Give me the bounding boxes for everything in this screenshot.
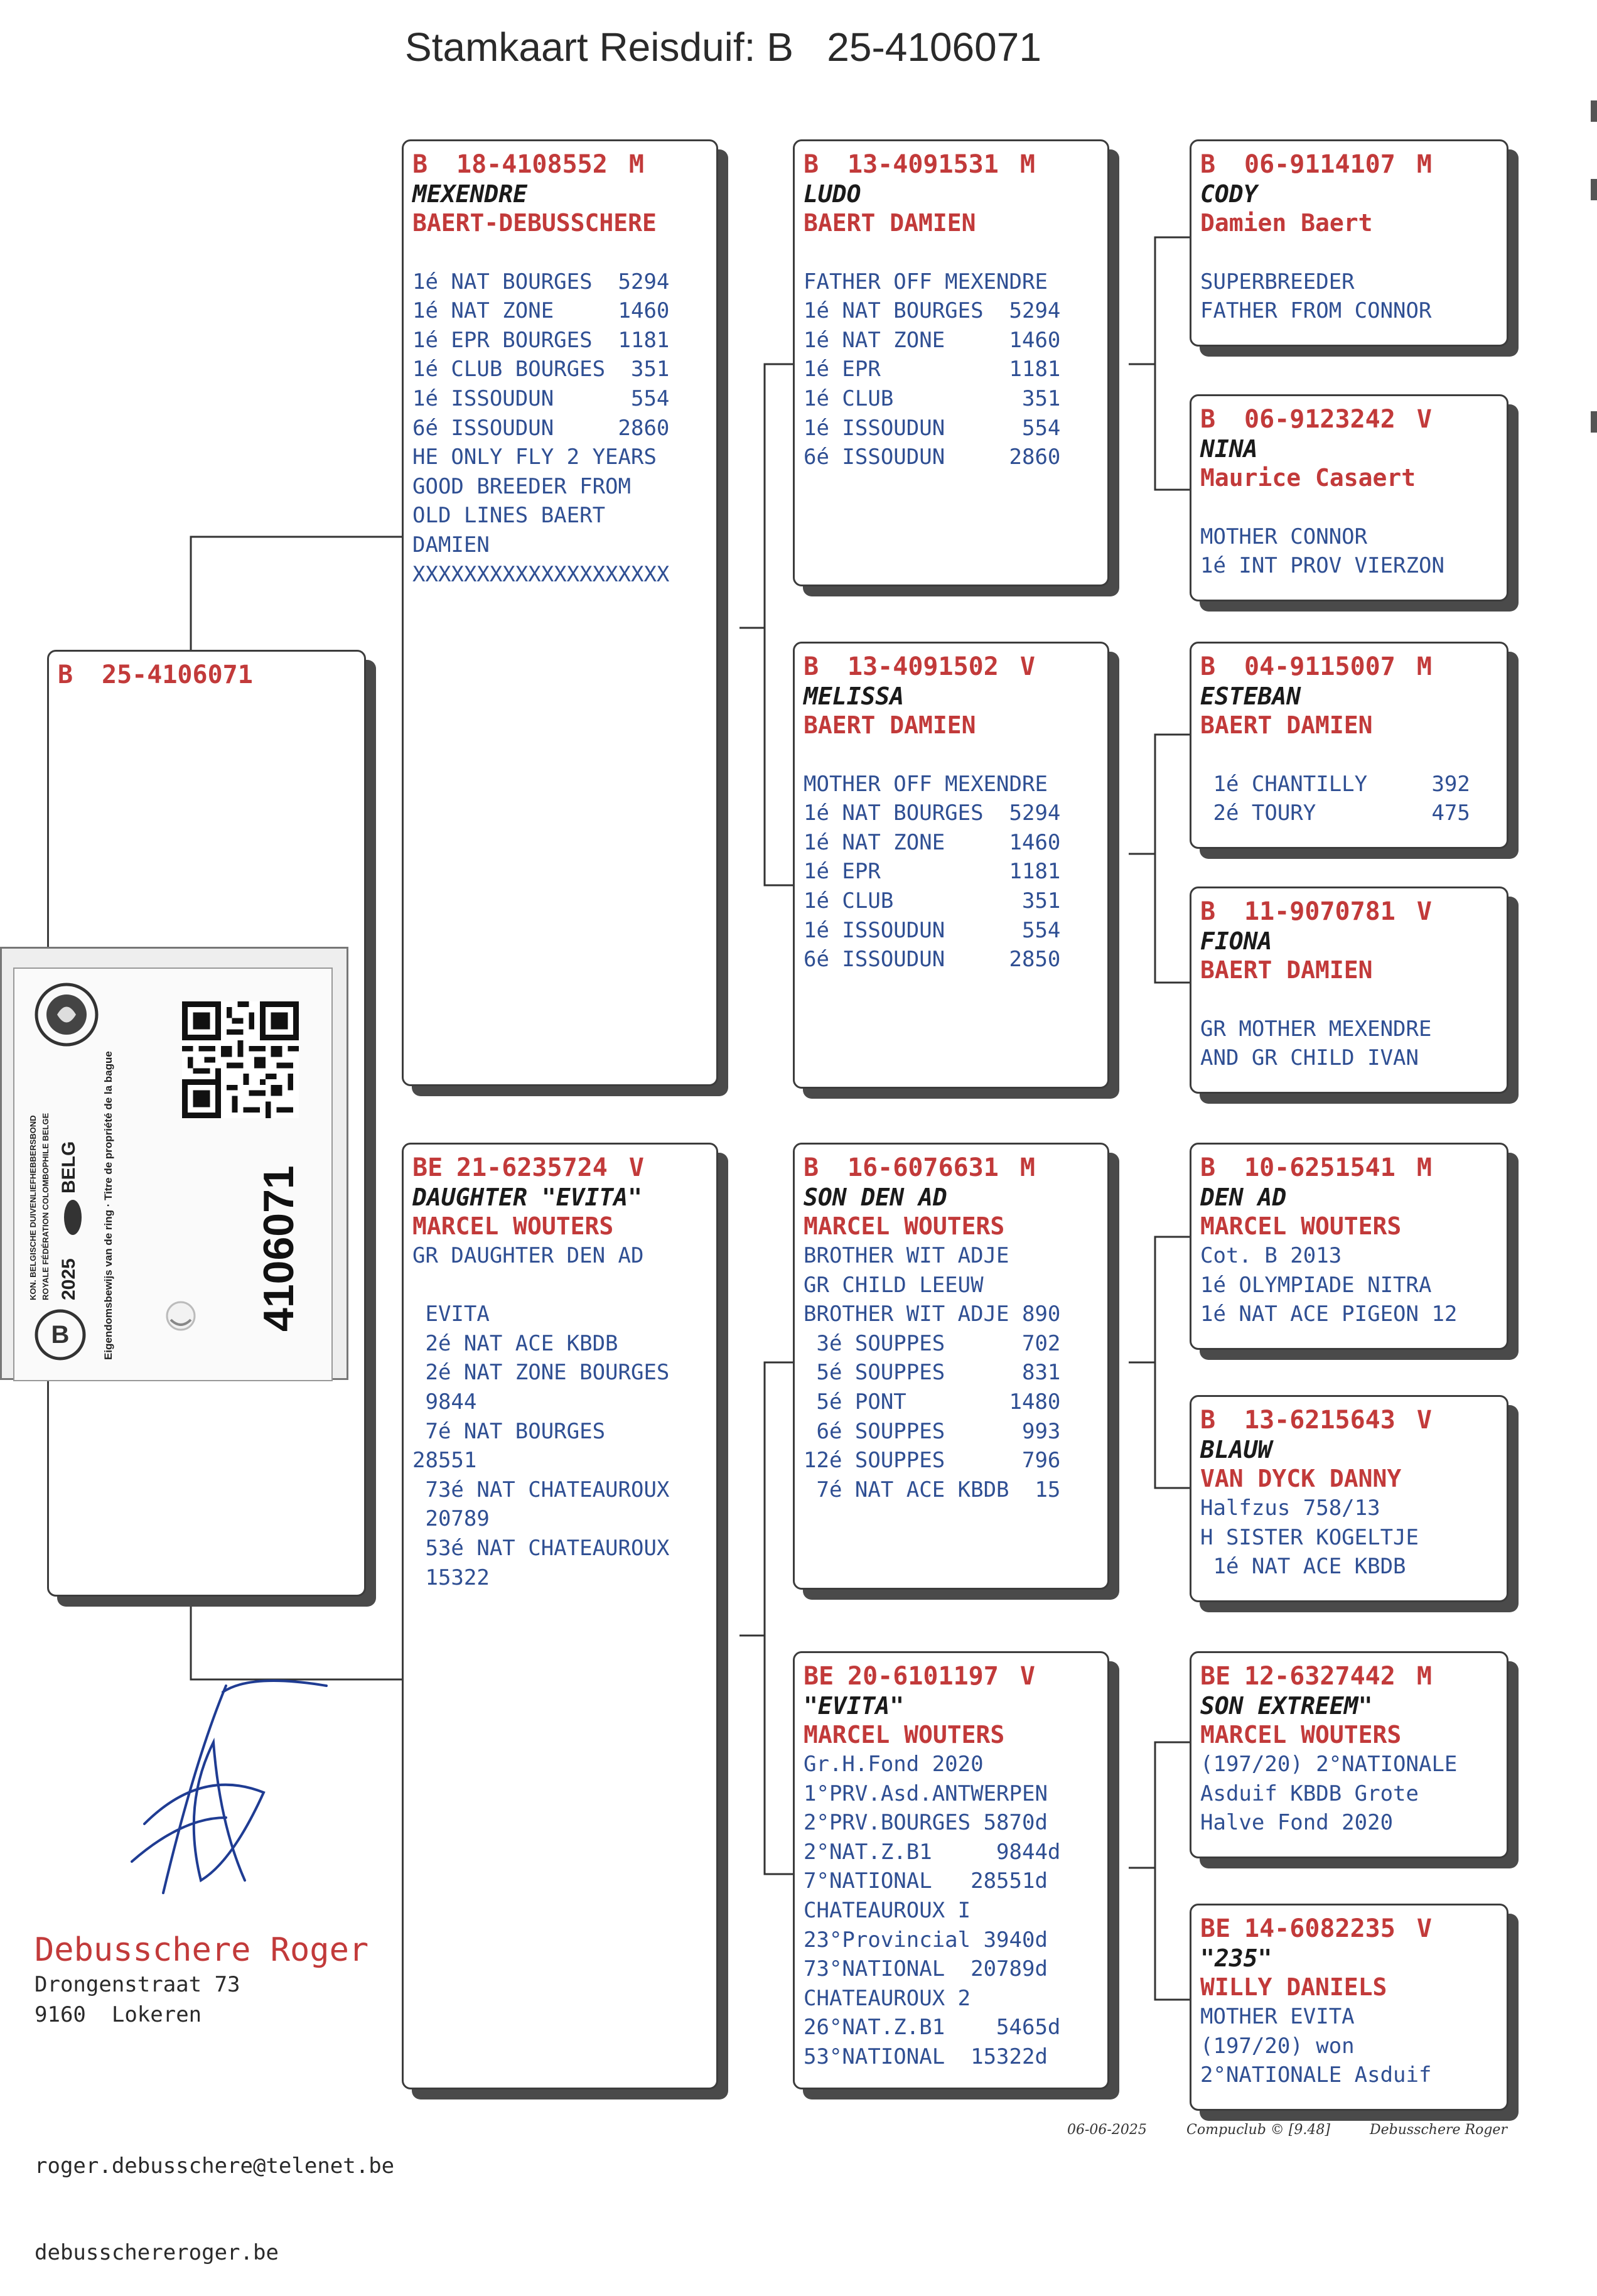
pedigree-card-gen3 bbox=[1190, 1651, 1508, 1858]
pedigree-card-gen3 bbox=[1190, 887, 1508, 1094]
card-ring-number: 06-9114107 bbox=[1244, 150, 1395, 179]
card-owner: MARCEL WOUTERS bbox=[412, 1212, 614, 1240]
ring-country: BELG bbox=[58, 1141, 79, 1194]
card-sex: M bbox=[1416, 150, 1432, 179]
pedigree-card-dam bbox=[402, 1143, 718, 2089]
subject-ring-number: 25-4106071 bbox=[102, 660, 253, 689]
card-sex: V bbox=[1416, 1914, 1432, 1943]
ring-number: 4106071 bbox=[255, 1165, 303, 1332]
pedigree-card-gen3 bbox=[1190, 394, 1508, 601]
card-pigeon-name: ESTEBAN bbox=[1200, 682, 1301, 710]
card-country-code: B bbox=[1200, 1406, 1216, 1435]
breeder-website[interactable]: debusschereroger.be bbox=[35, 2240, 279, 2265]
footer-user: Debusschere Roger bbox=[1370, 2122, 1507, 2138]
card-country-code: B bbox=[412, 150, 428, 179]
card-country-code: B bbox=[804, 1153, 819, 1182]
card-ring-number: 10-6251541 bbox=[1244, 1153, 1395, 1182]
card-ring-number: 18-4108552 bbox=[456, 150, 608, 179]
card-sex: V bbox=[1416, 405, 1432, 434]
hologram-icon bbox=[162, 1297, 200, 1335]
breeder-address-block bbox=[35, 1931, 368, 2030]
pedigree-card-sire bbox=[402, 139, 718, 1086]
breeder-city: Lokeren bbox=[111, 2002, 202, 2027]
breeder-postcode: 9160 bbox=[35, 2002, 86, 2027]
card-owner: BAERT DAMIEN bbox=[804, 711, 976, 739]
card-notes: MOTHER CONNOR 1é INT PROV VIERZON bbox=[1200, 524, 1444, 579]
card-country-code: BE bbox=[1200, 1914, 1231, 1943]
card-ring-number: 06-9123242 bbox=[1244, 405, 1395, 434]
card-country-code: B bbox=[804, 150, 819, 179]
card-owner: WILLY DANIELS bbox=[1200, 1973, 1387, 2001]
subject-country-code: B bbox=[58, 660, 73, 689]
card-ring-number: 21-6235724 bbox=[456, 1153, 608, 1182]
card-notes: 1é NAT BOURGES 5294 1é NAT ZONE 1460 1é EPR BOURGES 1181 1é CLUB BOURGES 351 1é ISSOUDUN 554 6é ISSOUDUN 2860 HE ONLY FLY 2 YEARS GOOD BREEDER FROM OLD LINES BAERT DAMIEN XXXXXXXXXXXXXXXXXXXX bbox=[412, 269, 670, 587]
card-sex: M bbox=[1416, 652, 1432, 681]
card-notes: BROTHER WIT ADJE GR CHILD LEEUW BROTHER WIT ADJE 890 3é SOUPPES 702 5é SOUPPES 831 5é PONT 1480 6é SOUPPES 993 12é SOUPPES 796 7é NAT ACE KBDB 15 bbox=[804, 1243, 1061, 1502]
card-owner: MARCEL WOUTERS bbox=[804, 1721, 1005, 1749]
pedigree-card-dam-dam bbox=[793, 1651, 1109, 2089]
card-sex: M bbox=[1019, 150, 1035, 179]
pedigree-card-dam-sire bbox=[793, 1143, 1109, 1590]
federation-logo-icon bbox=[32, 980, 101, 1049]
footer-software: Compuclub © [9.48] bbox=[1186, 2122, 1330, 2138]
breeder-email[interactable]: roger.debusschere@telenet.be bbox=[35, 2153, 395, 2179]
ring-year: 2025 bbox=[58, 1258, 79, 1300]
breeder-contact bbox=[35, 2094, 394, 2296]
pedigree-card-gen3 bbox=[1190, 139, 1508, 347]
card-country-code: BE bbox=[804, 1662, 834, 1691]
card-country-code: BE bbox=[1200, 1662, 1231, 1691]
card-country-code: BE bbox=[412, 1153, 443, 1182]
card-pigeon-name: LUDO bbox=[804, 180, 861, 208]
pedigree-card-gen3 bbox=[1190, 1904, 1508, 2111]
b-emblem-icon bbox=[32, 1307, 89, 1363]
signature bbox=[126, 1673, 333, 1909]
footer-date: 06-06-2025 bbox=[1067, 2122, 1147, 2138]
breeder-name: Debusschere Roger bbox=[35, 1931, 369, 1969]
card-sex: V bbox=[1019, 1662, 1035, 1691]
card-country-code: B bbox=[804, 652, 819, 681]
card-owner: BAERT DAMIEN bbox=[804, 209, 976, 237]
card-owner: MARCEL WOUTERS bbox=[1200, 1212, 1402, 1240]
card-ring-number: 13-4091502 bbox=[847, 652, 999, 681]
card-sex: M bbox=[1416, 1662, 1432, 1691]
pedigree-card-gen3 bbox=[1190, 1395, 1508, 1602]
card-pigeon-name: FIONA bbox=[1200, 927, 1272, 955]
card-ring-number: 11-9070781 bbox=[1244, 897, 1395, 926]
breeder-city-line bbox=[35, 2000, 368, 2030]
pedigree-card-gen3 bbox=[1190, 1143, 1508, 1350]
card-owner: Damien Baert bbox=[1200, 209, 1373, 237]
card-sex: M bbox=[628, 150, 644, 179]
card-pigeon-name: DAUGHTER "EVITA" bbox=[412, 1183, 643, 1211]
card-sex: M bbox=[1019, 1153, 1035, 1182]
card-notes: FATHER OFF MEXENDRE 1é NAT BOURGES 5294 1é NAT ZONE 1460 1é EPR 1181 1é CLUB 351 1é ISSOUDUN 554 6é ISSOUDUN 2860 bbox=[804, 269, 1061, 470]
card-notes: GR MOTHER MEXENDRE AND GR CHILD IVAN bbox=[1200, 1016, 1432, 1071]
card-owner: MARCEL WOUTERS bbox=[1200, 1721, 1402, 1749]
card-pigeon-name: SON DEN AD bbox=[804, 1183, 947, 1211]
card-notes: GR DAUGHTER DEN AD EVITA 2é NAT ACE KBDB 2é NAT ZONE BOURGES 9844 7é NAT BOURGES 28551 73é NAT CHATEAUROUX 20789 53é NAT CHATEAUROUX 15322 bbox=[412, 1243, 670, 1590]
card-country-code: B bbox=[1200, 652, 1216, 681]
card-sex: V bbox=[1019, 652, 1035, 681]
pedigree-card-gen3 bbox=[1190, 642, 1508, 849]
card-sex: V bbox=[1416, 1406, 1432, 1435]
card-notes: SUPERBREEDER FATHER FROM CONNOR bbox=[1200, 269, 1432, 324]
card-pigeon-name: BLAUW bbox=[1200, 1436, 1272, 1463]
card-notes: Halfzus 758/13 H SISTER KOGELTJE 1é NAT ACE KBDB bbox=[1200, 1496, 1419, 1580]
page-title: Stamkaart Reisduif: B 25-4106071 bbox=[405, 24, 1041, 70]
card-ring-number: 14-6082235 bbox=[1244, 1914, 1395, 1943]
card-sex: V bbox=[628, 1153, 644, 1182]
svg-text:B: B bbox=[51, 1321, 70, 1349]
card-owner: BAERT DAMIEN bbox=[1200, 956, 1373, 984]
card-pigeon-name: "235" bbox=[1200, 1944, 1272, 1972]
ring-caption: Eigendomsbewijs van de ring · Titre de propriété de la bague bbox=[102, 1051, 114, 1360]
breeder-street: Drongenstraat 73 bbox=[35, 1972, 240, 1997]
card-owner: Maurice Casaert bbox=[1200, 464, 1416, 492]
card-ring-number: 16-6076631 bbox=[847, 1153, 999, 1182]
card-ring-number: 12-6327442 bbox=[1244, 1662, 1395, 1691]
card-ring-number: 13-6215643 bbox=[1244, 1406, 1395, 1435]
card-owner: BAERT DAMIEN bbox=[1200, 711, 1373, 739]
card-notes: 1é CHANTILLY 392 2é TOURY 475 bbox=[1213, 771, 1470, 826]
pigeon-silhouette-icon bbox=[57, 1194, 89, 1237]
ring-org-nl: KON. BELGISCHE DUIVENLIEFHEBBERSBOND bbox=[28, 1115, 38, 1300]
card-sex: M bbox=[1416, 1153, 1432, 1182]
qr-code-icon bbox=[182, 1001, 299, 1118]
card-owner: BAERT-DEBUSSCHERE bbox=[412, 209, 657, 237]
card-owner: VAN DYCK DANNY bbox=[1200, 1465, 1402, 1492]
card-notes: MOTHER OFF MEXENDRE 1é NAT BOURGES 5294 1é NAT ZONE 1460 1é EPR 1181 1é CLUB 351 1é ISSOUDUN 554 6é ISSOUDUN 2850 bbox=[804, 771, 1061, 973]
card-owner: MARCEL WOUTERS bbox=[804, 1212, 1005, 1240]
card-pigeon-name: DEN AD bbox=[1200, 1183, 1287, 1211]
card-pigeon-name: CODY bbox=[1200, 180, 1258, 208]
card-country-code: B bbox=[1200, 897, 1216, 926]
card-country-code: B bbox=[1200, 405, 1216, 434]
card-notes: MOTHER EVITA (197/20) won 2°NATIONALE Asduif bbox=[1200, 2004, 1432, 2088]
card-pigeon-name: MELISSA bbox=[804, 682, 905, 710]
card-ring-number: 04-9115007 bbox=[1244, 652, 1395, 681]
pedigree-card-sire-dam bbox=[793, 642, 1109, 1089]
card-notes: (197/20) 2°NATIONALE Asduif KBDB Grote Halve Fond 2020 bbox=[1200, 1752, 1458, 1836]
card-pigeon-name: "EVITA" bbox=[804, 1692, 905, 1720]
card-country-code: B bbox=[1200, 150, 1216, 179]
card-pigeon-name: SON EXTREEM" bbox=[1200, 1692, 1373, 1720]
pedigree-card-sire-sire bbox=[793, 139, 1109, 586]
ring-org-fr: ROYALE FÉDÉRATION COLOMBOPHILE BELGE bbox=[41, 1113, 50, 1300]
card-ring-number: 13-4091531 bbox=[847, 150, 999, 179]
card-country-code: B bbox=[1200, 1153, 1216, 1182]
card-ring-number: 20-6101197 bbox=[847, 1662, 999, 1691]
card-sex: V bbox=[1416, 897, 1432, 926]
card-pigeon-name: NINA bbox=[1200, 435, 1258, 463]
card-notes: Gr.H.Fond 2020 1°PRV.Asd.ANTWERPEN 2°PRV.BOURGES 5870d 2°NAT.Z.B1 9844d 7°NATIONAL 28551d CHATEAUROUX I 23°Provincial 3940d 73°NATIONAL 20789d CHATEAUROUX 2 26°NAT.Z.B1 5465d 53°NATIONAL 15322d bbox=[804, 1752, 1061, 2069]
card-pigeon-name: MEXENDRE bbox=[412, 180, 528, 208]
card-notes: Cot. B 2013 1é OLYMPIADE NITRA 1é NAT ACE PIGEON 12 bbox=[1200, 1243, 1458, 1327]
